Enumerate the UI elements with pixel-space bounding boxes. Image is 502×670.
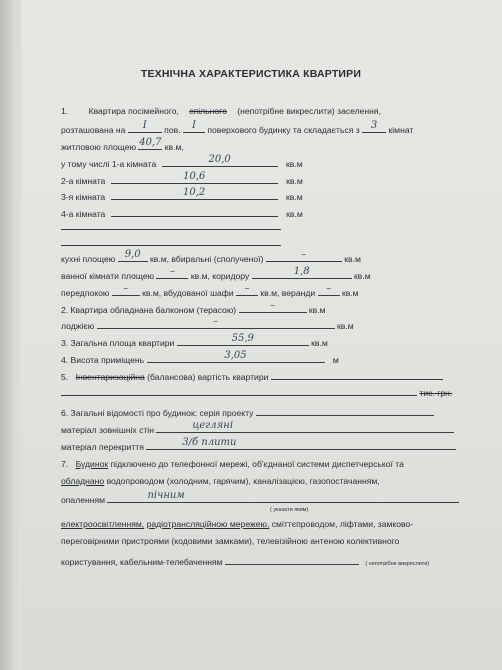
- cross-out-note: ( непотрібне викреслити): [365, 561, 430, 567]
- walls-label: матеріал зовнішніх стін: [61, 425, 154, 435]
- closet-field[interactable]: [236, 283, 258, 296]
- corridor-field[interactable]: [252, 266, 352, 279]
- floor-value: I: [142, 120, 147, 131]
- total-area-field[interactable]: [177, 333, 309, 346]
- p1-line1: [61, 106, 381, 117]
- height-value: 3,05: [224, 350, 247, 361]
- room3-label: 3-я кімната: [61, 192, 106, 202]
- loggia-row: [61, 316, 354, 332]
- closet-value: –: [244, 283, 250, 294]
- hall-value: –: [123, 283, 129, 294]
- currency-label: тис. грн.: [419, 388, 453, 398]
- building-label: поверхового будинку та складається з: [207, 125, 360, 135]
- kitchen-unit: кв.м, вбиральні (сполученої): [150, 254, 264, 264]
- room3-unit: кв.м: [286, 192, 303, 202]
- living-area-unit: кв.м,: [164, 142, 184, 152]
- p1-location-label: розташована на: [61, 125, 126, 135]
- p7-line5: переговірними пристроями (кодовими замками), телевізійною антеною колективного: [61, 536, 400, 546]
- height-row: [61, 350, 339, 366]
- hall-unit: кв.м, вбудованої шафи: [142, 288, 234, 298]
- room3-value: 10,2: [182, 187, 206, 198]
- value-field-2[interactable]: [61, 386, 417, 396]
- room4-row: [61, 207, 303, 220]
- page-fold: [0, 0, 22, 670]
- p7-text-4: сміттєпроводом, ліфтами, замково-: [271, 519, 414, 529]
- p7-building-word: Будинок: [75, 459, 109, 469]
- p7-number: 7.: [61, 459, 69, 469]
- floors-material-value: 3/б плити: [182, 437, 237, 448]
- loggia-field[interactable]: [97, 316, 335, 329]
- heating-label: опаленням: [61, 495, 106, 505]
- loggia-label: лоджією: [61, 321, 95, 331]
- living-area-value: 40,7: [139, 137, 162, 148]
- series-label: 6. Загальні відомості про будинок: серія проекту: [61, 408, 254, 418]
- p1-line3: [61, 137, 184, 153]
- hall-label: передпокою: [61, 288, 110, 298]
- p1-number: 1.: [61, 106, 69, 116]
- bath-value: –: [169, 266, 175, 277]
- total-area-label: 3. Загальна площа квартири: [61, 338, 175, 348]
- toilet-value: –: [301, 249, 307, 260]
- cable-field[interactable]: [225, 555, 359, 565]
- room1-row: [61, 154, 303, 170]
- toilet-unit: кв.м: [344, 254, 361, 264]
- living-area-label: житловою площею: [61, 142, 137, 152]
- p5-number: 5.: [61, 372, 69, 382]
- p1-struck-word: спільного: [189, 106, 227, 116]
- room2-field[interactable]: [111, 171, 278, 184]
- room4-label: 4-а кімната: [61, 209, 106, 219]
- floors-material-row: [61, 437, 456, 453]
- walls-row: [61, 420, 454, 436]
- p1-text-c: (непотрібне викреслити) заселення,: [237, 106, 381, 116]
- room1-value: 20,0: [208, 154, 231, 165]
- walls-field[interactable]: [156, 420, 454, 433]
- p5-struck-word: Інвентаризаційна: [75, 372, 145, 382]
- corridor-unit: кв.м: [354, 271, 371, 281]
- kitchen-label: кухні площею: [61, 254, 116, 264]
- balcony-row: [61, 300, 326, 316]
- document-title: ТЕХНІЧНА ХАРАКТЕРИСТИКА КВАРТИРИ: [140, 68, 362, 80]
- floors-total-value: I: [191, 120, 196, 131]
- p7-line1: [61, 459, 404, 470]
- room2-row: [61, 171, 303, 187]
- room2-unit: кв.м: [286, 176, 303, 186]
- p7-text-1: підключено до телефонної мережі, об'єднаної системи диспетчерської та: [110, 459, 404, 469]
- floor-field[interactable]: [128, 120, 162, 133]
- balcony-value: –: [270, 300, 276, 311]
- floors-material-field[interactable]: [146, 437, 456, 450]
- rooms-field[interactable]: [362, 120, 386, 133]
- heating-field[interactable]: [107, 490, 459, 503]
- veranda-value: –: [326, 283, 332, 294]
- heating-note: ( указати яким): [270, 507, 309, 513]
- living-area-field[interactable]: [138, 137, 162, 150]
- room4-unit: кв.м: [286, 209, 303, 219]
- bath-row: [61, 266, 371, 282]
- value-row-2: [61, 386, 452, 399]
- room2-value: 10,6: [183, 171, 206, 182]
- balcony-unit: кв.м: [308, 305, 326, 315]
- balcony-field[interactable]: [239, 300, 307, 313]
- rooms-value: 3: [370, 120, 378, 131]
- bath-label: ванної кімнати площею: [61, 271, 155, 281]
- p7-lighting-word: електроосвітленням,: [61, 519, 145, 529]
- hall-row: [61, 283, 359, 299]
- series-field[interactable]: [256, 406, 434, 416]
- p7-cable-label: користування, кабельним-телебаченням: [61, 557, 223, 567]
- floors-material-label: матеріал перекриття: [61, 442, 144, 452]
- value-field[interactable]: [271, 370, 443, 380]
- loggia-value: –: [213, 316, 219, 327]
- heating-row: [61, 490, 459, 506]
- rooms-label: кімнат: [388, 125, 414, 135]
- p1-text-a: Квартира посімейного,: [88, 106, 179, 116]
- corridor-value: 1,8: [293, 266, 310, 277]
- room3-row: [61, 187, 303, 203]
- room1-unit: кв.м: [286, 159, 303, 169]
- veranda-field[interactable]: [318, 283, 340, 296]
- hall-field[interactable]: [112, 283, 140, 296]
- toilet-field[interactable]: [266, 249, 342, 262]
- veranda-unit: кв.м: [341, 288, 359, 298]
- p7-line2: [61, 476, 380, 487]
- bath-field[interactable]: [156, 266, 188, 279]
- walls-value: цегляні: [192, 420, 234, 431]
- p1-line2: [61, 120, 414, 136]
- total-area-row: [61, 333, 328, 349]
- loggia-unit: кв.м: [337, 321, 354, 331]
- value-row: [61, 370, 443, 383]
- room4-field[interactable]: [111, 207, 278, 217]
- value-label: (балансова) вартість квартири: [147, 372, 269, 382]
- height-label: 4. Висота приміщень: [61, 355, 145, 365]
- blank-line[interactable]: [61, 245, 281, 246]
- floors-total-field[interactable]: [183, 120, 205, 133]
- room1-field[interactable]: [162, 154, 278, 167]
- kitchen-row: [61, 249, 361, 265]
- room2-label: 2-а кімната: [61, 176, 106, 186]
- p7-radio-word: радіотрансляційною мережею,: [146, 519, 270, 529]
- balcony-label: 2. Квартира обладнана балконом (терасою): [61, 305, 237, 315]
- heating-value: пічним: [147, 490, 185, 501]
- room1-label: у тому числі 1-а кімната: [61, 159, 157, 169]
- room3-field[interactable]: [111, 187, 278, 200]
- kitchen-value: 9,0: [124, 249, 141, 260]
- closet-unit: кв.м, веранди: [260, 288, 316, 298]
- total-area-value: 55,9: [231, 333, 254, 344]
- p7-line6: [61, 555, 429, 570]
- series-row: [61, 406, 434, 419]
- bath-unit: кв.м, коридору: [190, 271, 250, 281]
- total-area-unit: кв.м: [311, 338, 328, 348]
- height-unit: м: [332, 355, 339, 365]
- p7-text-2: водопроводом (холодним, гарячим), каналізацією, газопостачанням,: [106, 476, 380, 486]
- floor-label: пов.: [164, 125, 181, 135]
- blank-line[interactable]: [61, 229, 281, 230]
- p7-equipped-word: обладнано: [61, 476, 105, 486]
- height-field[interactable]: [147, 350, 325, 363]
- kitchen-field[interactable]: [118, 249, 148, 262]
- p7-line4: [61, 519, 413, 530]
